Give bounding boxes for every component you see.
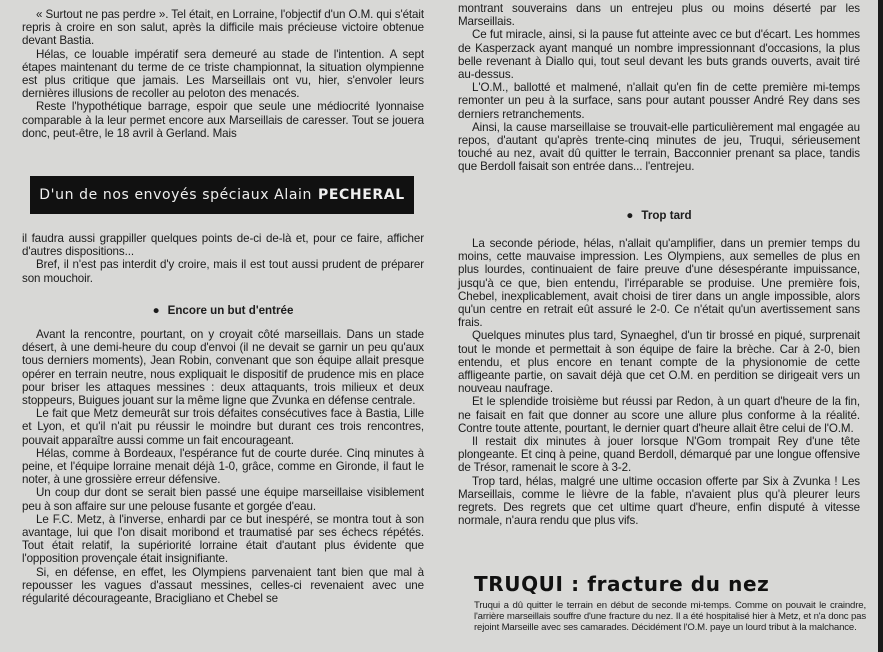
paragraph: Avant la rencontre, pourtant, on y croyait côté marseillais. Dans un stade désert, à une demi-heure du coup d'envoi (il ne devait se garnir un peu qu'aux tous derniers moments), Jean Robin, convenant que son équipe allait presque opérer en terrain neutre, nous expliquait le dispositif de prudence mis en place pour briser les attaques messines : deux attaquants, trois milieux et deux stoppeurs, Buigues jouant sur la même ligne que Zvunka en défense centrale. (22, 328, 424, 408)
paragraph: Hélas, comme à Bordeaux, l'espérance fut de courte durée. Cinq minutes à peine, et l'équipe lorraine menait déjà 1-0, grâce, comme en Gironde, il faut le noter, à une grossière erreur défensive. (22, 446, 424, 487)
paragraph: Quelques minutes plus tard, Synaeghel, d'un tir brossé en piqué, surprenait tout le monde et permettait à son équipe de faire la brèche. Car à 2-0, bien entendu, et plus encore en tenant compte de la physionomie de cette affligeante partie, on savait déjà que cet O.M. en perdition se dirigeait vers un nouveau naufrage. (458, 329, 860, 396)
section-subhead: Encore un but d'entrée (167, 304, 294, 317)
paragraph: Le F.C. Metz, à l'inverse, enhardi par ce but inespéré, se montra tout à son avantage, lui que l'on disait moribond et traumatisé par ses échecs répétés. Tout était relatif, la supériorité lorraine était d'autant plus évidente que l'opposition provençale était insignifiante. (22, 512, 424, 566)
right-top-block (458, 2, 860, 174)
left-mid-block (22, 232, 424, 285)
sidebar-title: TRUQUI : fracture du nez (474, 572, 770, 596)
paragraph: montrant souverains dans un entrejeu plus ou moins déserté par les Marseillais. (458, 2, 860, 29)
paragraph: Bref, il n'est pas interdit d'y croire, mais il est tout aussi prudent de préparer son mouchoir. (22, 258, 424, 285)
section-subhead: Trop tard (641, 209, 692, 222)
column-divider (443, 0, 444, 652)
byline-box (30, 176, 414, 214)
paragraph: Ce fut miracle, ainsi, si la pause fut atteinte avec ce but d'écart. Les hommes de Kasperzack ayant manqué un nombre impressionnant d'occasions, la plus belle revenant à Diallo qui, tout seul devant les buts grands ouverts, avait tiré au-dessus. (458, 28, 860, 82)
paragraph: Ainsi, la cause marseillaise se trouvait-elle particulièrement mal engagée au repos, d'autant qu'après trente-cinq minutes de jeu, Truqui, sérieusement touché au nez, avait dû quitter le terrain, Bacconnier prenant sa place, tandis que Berdoll faisait son entrée dans... l'entrejeu. (458, 120, 860, 174)
paragraph: Et le splendide troisième but réussi par Redon, à un quart d'heure de la fin, ne faisait en fait que donner au score une allure plus conforme à la réalité. Contre toute attente, pourtant, le dernier quart d'heure allait être celui de l'O.M. (458, 395, 860, 435)
left-top-block (22, 8, 424, 140)
paragraph: Reste l'hypothétique barrage, espoir que seule une médiocrité lyonnaise comparable à la leur permet encore aux Marseillais de caresser. Tout se jouera donc, peut-être, le 18 avril à Gerland. Mais (22, 100, 424, 140)
bullet-icon: ● (626, 209, 634, 222)
paragraph: La seconde période, hélas, n'allait qu'amplifier, dans un premier temps du moins, cette mauvaise impression. Les Olympiens, aux semelles de plus en plus lourdes, continuaient de faire preuve d'une désespérante impuissance, jusqu'à ce que, bien entendu, l'irréparable se produise. Une première fois, Chebel, inexplicablement, avait choisi de tirer dans un angle impossible, alors qu'un centre en retrait eût assuré le 2-0. Ce n'était qu'un avertissement sans frais. (458, 237, 860, 330)
right-subhead (458, 209, 860, 222)
page-edge (878, 0, 883, 652)
paragraph: L'O.M., ballotté et malmené, n'allait qu'en fin de cette première mi-temps remonter un peu à la surface, sans pour autant pousser André Rey dans ses derniers retranchements. (458, 81, 860, 121)
bullet-icon: ● (152, 304, 160, 317)
right-bottom-block (458, 237, 860, 527)
paragraph: il faudra aussi grappiller quelques points de-ci de-là et, pour ce faire, afficher d'autres dispositions... (22, 232, 424, 259)
paragraph: Il restait dix minutes à jouer lorsque N'Gom trompait Rey d'une tête plongeante. Et cinq à peine, quand Berdoll, démarqué par une longue offensive de Trésor, ramenait le score à 3-2. (458, 435, 860, 475)
left-bottom-block (22, 328, 424, 605)
byline-prefix: D'un de nos envoyés spéciaux Alain (39, 187, 312, 203)
left-subhead (22, 304, 424, 317)
paragraph: Si, en défense, en effet, les Olympiens parvenaient tant bien que mal à repousser les vagues d'assaut messines, celles-ci revenaient avec une régularité décourageante, Bracigliano et Chebel se (22, 565, 424, 606)
sidebar-body: Truqui a dû quitter le terrain en début de seconde mi-temps. Comme on pouvait le craindre, l'arrière marseillais souffre d'une fracture du nez. Il a été hospitalisé hier à Metz, et n'a donc pas rejoint Marseille avec ses camarades. Décidément l'O.M. paye un lourd tribut à la malchance. (474, 600, 866, 633)
paragraph: Hélas, ce louable impératif sera demeuré au stade de l'intention. A sept étapes maintenant du terme de ce triste championnat, la situation olympienne est plus critique que jamais. Les Marseillais ont vu, hier, s'envoler leurs dernières illusions de recoller au peloton des menacés. (22, 47, 424, 101)
byline-author: PECHERAL (318, 187, 405, 203)
paragraph: Le fait que Metz demeurât sur trois défaites consécutives face à Bastia, Lille et Lyon, et qu'il n'ait pu réussir le moindre but durant ces trois rencontres, pouvait apparaître aussi comme un fait encourageant. (22, 407, 424, 447)
paragraph: « Surtout ne pas perdre ». Tel était, en Lorraine, l'objectif d'un O.M. qui s'était repris à croire en son salut, après la difficile mais précieuse victoire obtenue devant Bastia. (22, 8, 424, 48)
paragraph: Un coup dur dont se serait bien passé une équipe marseillaise visiblement peu à son affaire sur une pelouse fusante et gorgée d'eau. (22, 486, 424, 513)
paragraph: Trop tard, hélas, malgré une ultime occasion offerte par Six à Zvunka ! Les Marseillais, comme le lièvre de la fable, n'avaient plus qu'à pleurer leurs regrets. Des regrets que cet ultime quart d'heure, enfin disputé à vitesse normale, n'aura rendu que plus vifs. (458, 474, 860, 528)
